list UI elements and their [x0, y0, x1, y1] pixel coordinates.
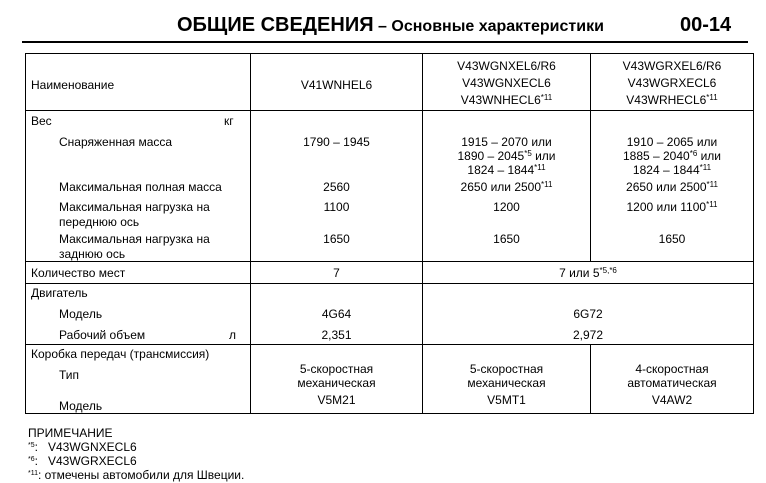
front-value: 1100	[323, 200, 350, 214]
model-name: V43WGRXECL6	[627, 76, 717, 90]
footnote-mark: *11	[534, 163, 546, 172]
seats-col23	[423, 262, 754, 284]
rear-label: заднюю ось	[59, 247, 126, 261]
weight-unit: кг	[224, 114, 234, 128]
model-name: V43WGRXEL6/R6	[622, 59, 722, 73]
curb-value-text: 1890 – 2045	[457, 149, 525, 163]
footnote-mark: *6	[28, 456, 35, 463]
footnote-mark: *11	[541, 180, 553, 189]
displacement-label: Рабочий объем	[59, 328, 146, 342]
footnote-mark: *6	[689, 149, 698, 158]
transmission-type-value: 4-скоростная	[635, 362, 709, 376]
model-name-text: V43WRHECL6	[626, 93, 707, 107]
seats-value: 7	[333, 266, 340, 280]
transmission-type-value: 5-скоростная	[469, 362, 544, 376]
note-text: V43WGNXECL6	[47, 440, 137, 454]
transmission-model-label: Модель	[59, 399, 103, 413]
table-row-seats	[26, 262, 754, 284]
table-row-models	[26, 54, 754, 111]
rear-value: 1650	[493, 232, 520, 246]
note-item: $^{*6}$: V43WGRXECL6	[28, 454, 137, 468]
transmission-type-value: механическая	[467, 376, 546, 390]
table-row-transmission	[26, 345, 754, 414]
front-label: Максимальная нагрузка на	[59, 200, 210, 214]
section-title	[177, 14, 604, 37]
note-text: V43WGRXECL6	[47, 454, 137, 468]
note-item: $^{*5}$: V43WGNXECL6	[28, 440, 137, 454]
front-value-text: 1200 или 1100	[626, 200, 707, 214]
transmission-model-value: V5MT1	[487, 393, 526, 407]
model-name	[591, 93, 753, 110]
title-main: ОБЩИЕ СВЕДЕНИЯ	[177, 14, 374, 36]
weight-label-line	[31, 114, 250, 128]
footnote-mark: *5	[524, 149, 532, 158]
table-row-weight	[26, 111, 754, 262]
weight-col3	[591, 111, 754, 262]
displacement-value: 2,972	[572, 328, 604, 342]
label-cell	[26, 284, 251, 345]
model-col1	[251, 54, 423, 111]
model-name: V43WGNXECL6	[462, 76, 551, 90]
transmission-col2	[423, 345, 591, 414]
curb-value	[591, 149, 753, 163]
model-name: V41WNHEL6	[300, 78, 373, 92]
notes-title: ПРИМЕЧАНИЕ	[28, 426, 113, 440]
front-value: 1200	[493, 200, 520, 214]
model-name: V43WGNXEL6/R6	[457, 59, 556, 73]
footnote-mark: *11	[706, 180, 718, 189]
page-header	[0, 14, 766, 38]
seats-label: Количество мест	[31, 266, 126, 280]
footnote-mark: *11	[28, 470, 38, 477]
engine-col23	[423, 284, 754, 345]
gross-value	[591, 180, 753, 194]
model-name	[423, 93, 590, 110]
curb-value: 1910 – 2065 или	[626, 135, 718, 149]
curb-value: 1790 – 1945	[303, 135, 370, 149]
weight-label: Вес	[31, 114, 52, 128]
page-number: 00-14	[680, 14, 732, 36]
engine-label: Двигатель	[31, 286, 88, 300]
footnote-mark: *11	[706, 93, 718, 102]
spec-table	[25, 53, 754, 414]
model-col3	[591, 54, 754, 111]
model-col2	[423, 54, 591, 111]
footnote-mark: *5	[28, 442, 35, 449]
label-cell	[26, 262, 251, 284]
curb-value-or: или	[697, 149, 722, 163]
footnote-mark: *11	[699, 163, 712, 172]
displacement-value: 2,351	[321, 328, 352, 342]
transmission-type-value: 5-скоростная	[299, 362, 374, 376]
note-item: $^{*11}$: отмечены автомобили для Швеции.	[28, 468, 245, 482]
curb-value	[423, 149, 590, 163]
engine-model-value: 6G72	[573, 307, 603, 321]
table-row-engine	[26, 284, 754, 345]
curb-value-text: 1824 – 1844	[467, 163, 535, 177]
transmission-label: Коробка передач (трансмиссия)	[31, 347, 210, 361]
transmission-type-value: автоматическая	[627, 376, 717, 390]
curb-value-or: или	[531, 149, 556, 163]
gross-value-text: 2650 или 2500	[626, 180, 707, 194]
displacement-label-line	[59, 328, 250, 342]
seats-value-text: 7 или 5	[559, 266, 600, 280]
notes	[28, 426, 244, 482]
weight-col2	[423, 111, 591, 262]
seats-col1	[251, 262, 423, 284]
title-separator: –	[378, 18, 387, 35]
name-label: Наименование	[31, 78, 115, 92]
front-value	[591, 200, 753, 214]
transmission-col1	[251, 345, 423, 414]
model-name-text: V43WNHECL6	[460, 93, 541, 107]
gross-label: Максимальная полная масса	[59, 180, 222, 194]
rear-label: Максимальная нагрузка на	[59, 232, 210, 246]
header-rule	[22, 41, 748, 43]
note-text: отмечены автомобили для Швеции.	[44, 468, 245, 482]
footnote-mark: *11	[540, 93, 553, 102]
seats-value	[423, 266, 753, 280]
curb-label: Снаряженная масса	[59, 135, 173, 149]
label-cell	[26, 111, 251, 262]
rear-value: 1650	[323, 232, 350, 246]
label-cell	[26, 345, 251, 414]
curb-value-text: 1885 – 2040	[622, 149, 690, 163]
gross-value-text: 2650 или 2500	[460, 180, 542, 194]
title-subtitle: Основные характеристики	[391, 18, 604, 35]
engine-model-label: Модель	[59, 307, 103, 321]
weight-col1	[251, 111, 423, 262]
curb-value	[423, 163, 590, 177]
front-label: переднюю ось	[59, 215, 140, 229]
engine-col1	[251, 284, 423, 345]
transmission-model-value: V4AW2	[651, 393, 693, 407]
gross-value	[423, 180, 590, 194]
transmission-type-value: механическая	[297, 376, 376, 390]
curb-value: 1915 – 2070 или	[461, 135, 552, 149]
transmission-model-value: V5M21	[317, 393, 356, 407]
transmission-col3	[591, 345, 754, 414]
curb-value-text: 1824 – 1844	[632, 163, 700, 177]
footnote-mark: *11	[706, 200, 718, 209]
transmission-type-label: Тип	[59, 368, 80, 382]
curb-value	[591, 163, 753, 177]
engine-model-value: 4G64	[321, 307, 352, 321]
rear-value: 1650	[658, 232, 686, 246]
footnote-mark: *5,*6	[599, 266, 617, 275]
displacement-unit: л	[229, 328, 237, 342]
label-cell	[26, 54, 251, 111]
gross-value: 2560	[323, 180, 350, 194]
